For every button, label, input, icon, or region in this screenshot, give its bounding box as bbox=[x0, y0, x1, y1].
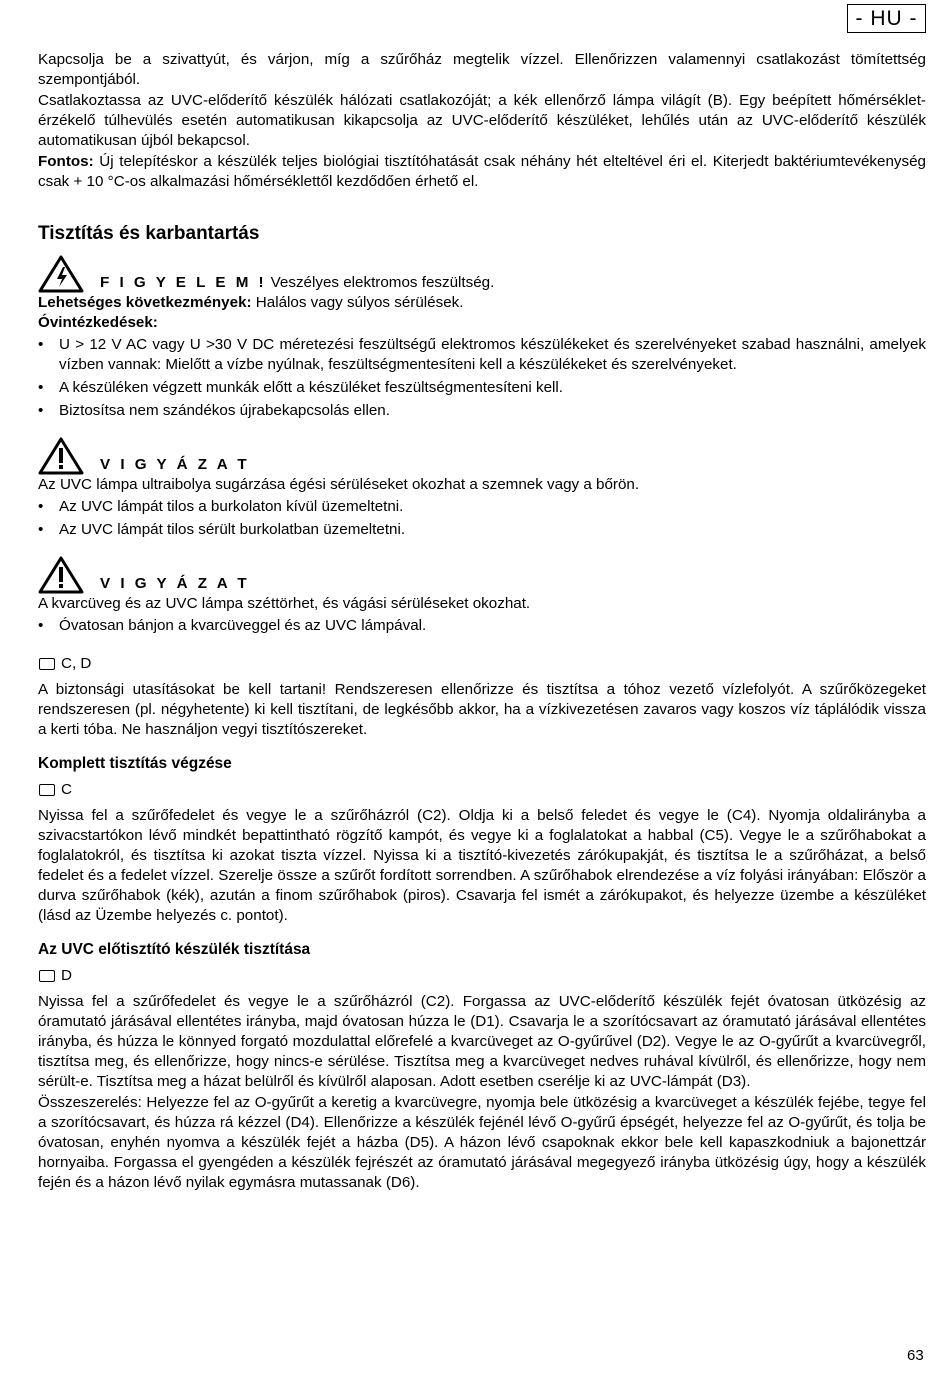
warning-text: A kvarcüveg és az UVC lámpa széttörhet, és vágási sérüléseket okozhat. bbox=[38, 595, 531, 612]
uvc-cleaning-title: Az UVC előtisztító készülék tisztítása bbox=[38, 941, 311, 958]
warning-list bbox=[38, 616, 926, 636]
list-item: • Óvatosan bánjon a kvarcüveggel és az UVC lámpával. bbox=[38, 616, 926, 636]
warning-uv bbox=[38, 437, 926, 475]
precaution-label: Óvintézkedések: bbox=[38, 314, 158, 331]
list-item: • Biztosítsa nem szándékos újrabekapcsolás ellen. bbox=[38, 401, 926, 421]
list-item: • Az UVC lámpát tilos sérült burkolatban üzemeltetni. bbox=[38, 520, 926, 540]
warning-electric bbox=[38, 255, 926, 293]
warning-signal: F I G Y E L E M ! Veszélyes elektromos feszültség. bbox=[100, 274, 495, 291]
caution-icon bbox=[38, 556, 84, 594]
complete-cleaning-text: Nyissa fel a szűrőfedelet és vegye le a szűrőházról (C2). Oldja ki a belső feledet és vegye le (C4). Nyomja oldalirányba a szivacstartókon lévő mindkét bepattintható rögzítő kampót, és vegye ki a foglalatokat a habbal (C5). Vegye le a szűrőhabokat a foglalatokról, és tisztítsa ki azokat tiszta vízzel. Nyissa ki a tisztító-kivezetés zárókupakját, és tisztítsa le a szűrőházat, a belső fedelet és a fedelet vízzel. Szerelje össze a szűrőt fordított sorrendben. A szűrőhabok elrendezése a víz folyási irányában: Először a durva szűrőhabok (kék), azután a finom szűrőhabok (piros). Csavarja fel ismét a zárókupakot, és helyezze üzembe a készüléket (lásd az Üzembe helyezés c. pontot). bbox=[38, 807, 926, 924]
consequence-line: Lehetséges következmények: Halálos vagy súlyos sérülések. bbox=[38, 294, 464, 311]
list-item: • U > 12 V AC vagy U >30 V DC méretezési feszültségű elektromos készülékeket és szerelvényeket szabad használni, amelyek vízben vannak: Mielőtt a vízbe nyúlnak, feszültségmentesíteni kell a készülékeket és szerelvényeket. bbox=[38, 335, 926, 375]
caution-icon bbox=[38, 437, 84, 475]
list-item: • A készüléken végzett munkák előtt a készüléket feszültségmentesíteni kell. bbox=[38, 378, 926, 398]
warning-signal: V I G Y Á Z A T bbox=[100, 575, 250, 592]
figure-ref-icon bbox=[39, 784, 55, 796]
intro-paragraph-1: Kapcsolja be a szivattyút, és várjon, míg a szűrőház megtelik vízzel. Ellenőrizzen valamennyi csatlakozást tömítettség szempontjából. bbox=[38, 51, 926, 88]
figure-reference: C bbox=[38, 780, 926, 800]
page-number: 63 bbox=[907, 1347, 924, 1364]
complete-cleaning-title: Komplett tisztítás végzése bbox=[38, 755, 232, 772]
section-title: Tisztítás és karbantartás bbox=[38, 223, 260, 244]
uvc-cleaning-text-1: Nyissa fel a szűrőfedelet és vegye le a szűrőházról (C2). Forgassa az UVC-előderítő készülék fejét óvatosan ütközésig az óramutató járásával ellentétes irányba, majd óvatosan húzza le (D1). Csavarja le a szorítócsavart az óramutató járásával ellentétes irányba, és húzza le könnyed forgató mozdulattal előrefelé a kvarcüveget az O-gyűrűvel (D2). Vegye le az O-gyűrűt a kvarcüvegről, tisztítsa meg, és ellenőrizze, hogy nincs-e sérülése. Tisztítsa meg a kvarcüveget nedves ruhával kívülről, és ellenőrizze, hogy nem sérült-e. Tisztítsa meg a házat belülről és kívülről alaposan. Adott esetben cserélje ki az UVC-lámpát (D3). bbox=[38, 993, 926, 1090]
warning-signal: V I G Y Á Z A T bbox=[100, 456, 250, 473]
warning-list bbox=[38, 497, 926, 540]
warning-quartz bbox=[38, 556, 926, 594]
fontos-paragraph bbox=[38, 152, 926, 192]
page-content bbox=[38, 50, 926, 1194]
intro-paragraph-2: Csatlakoztassa az UVC-előderítő készülék hálózati csatlakozóját; a kék ellenőrző lámpa világít (B). Egy beépített hőmérséklet-érzékelő túlhevülés esetén automatikusan kikapcsolja az UVC-előderítő készüléket, lehűlés után az UVC-előderítő készülék automatikusan újból bekapcsol. bbox=[38, 92, 926, 149]
safety-paragraph: A biztonsági utasításokat be kell tartani! Rendszeresen ellenőrizze és tisztítsa a tóhoz vezető vízlefolyót. A szűrőközegeket rendszeresen (pl. négyhetente) ki kell tisztítani, de legkésőbb akkor, ha a vízkivezetésen zavaros vagy koszos víz táplálódik vissza a kerti tóba. Ne használjon vegyi tisztítószereket. bbox=[38, 681, 926, 738]
figure-ref-icon bbox=[39, 970, 55, 982]
list-item: • Az UVC lámpát tilos a burkolaton kívül üzemeltetni. bbox=[38, 497, 926, 517]
precaution-list bbox=[38, 335, 926, 421]
fontos-text: Új telepítéskor a készülék teljes biológiai tisztítóhatását csak néhány hét elteltével éri el. Kiterjedt baktériumtevékenység csak + 10 °C-os alkalmazási hőmérséklettől kezdődően érhető el. bbox=[38, 153, 926, 190]
warning-title: Veszélyes elektromos feszültség. bbox=[270, 274, 495, 291]
warning-text: Az UVC lámpa ultraibolya sugárzása égési sérüléseket okozhat a szemnek vagy a bőrön. bbox=[38, 476, 640, 493]
uvc-cleaning-text-2: Összeszerelés: Helyezze fel az O-gyűrűt a keretig a kvarcüvegre, nyomja bele ütközésig a kvarcüveget a készülék fejébe, tegye fel a szorítócsavart, és húzza rá kézzel (D4). Ellenőrizze a készülék fejénél lévő O-gyűrű épségét, helyezze fel az O-gyűrűt, és tolja be óvatosan, enyhén nyomva a készülék fejét a házba (D5). A házon lévő csapoknak ekkor bele kell kapaszkodniuk a bajonettzár hornyaiba. Forgassa el gyengéden a készülék fejrészét az óramutató járásával megegyező irányba ütközésig úgy, hogy a készülék fején és a házon lévő nyilak egymásra mutassanak (D6). bbox=[38, 1094, 926, 1191]
fontos-label: Fontos: bbox=[38, 153, 94, 170]
language-tag: - HU - bbox=[847, 4, 926, 33]
figure-ref-icon bbox=[39, 658, 55, 670]
electric-hazard-icon bbox=[38, 255, 84, 293]
figure-reference: C, D bbox=[38, 654, 926, 674]
figure-reference: D bbox=[38, 966, 926, 986]
